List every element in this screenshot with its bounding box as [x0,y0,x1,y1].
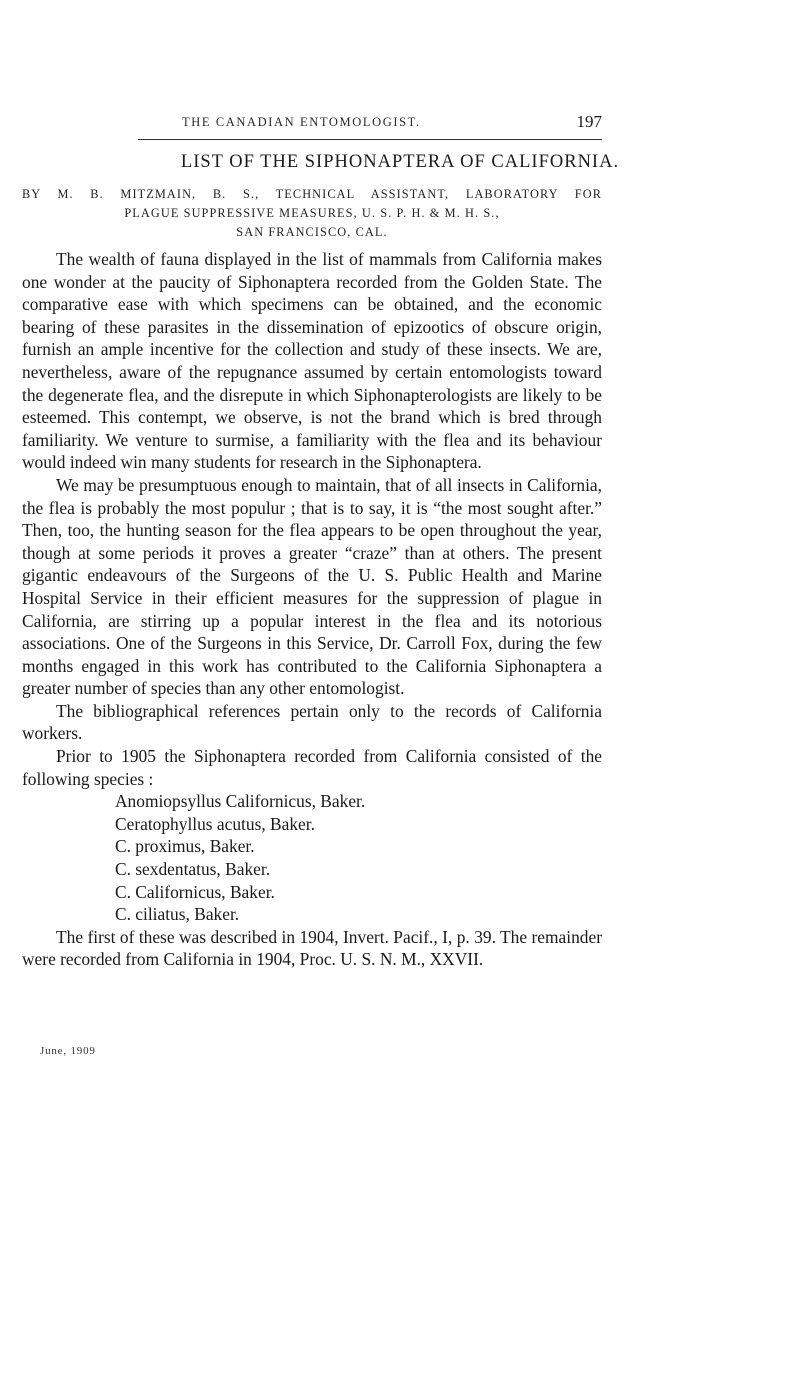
running-header [138,113,602,133]
paragraph: The bibliographical references pertain only to the records of California workers. [22,700,602,744]
byline [22,185,602,242]
species-item: C. ciliatus, Baker. [115,904,240,925]
species-list [22,790,602,926]
article-body [22,248,602,971]
byline-line: SAN FRANCISCO, CAL. [236,225,388,239]
species-item: C. sexdentatus, Baker. [115,859,271,880]
species-item: C. Californicus, Baker. [115,881,275,902]
byline-line: BY M. B. MITZMAIN, B. S., TECHNICAL ASSISTANT, LABORATORY FOR [22,187,602,201]
journal-title: THE CANADIAN ENTOMOLOGIST. [182,115,421,129]
byline-line: PLAGUE SUPPRESSIVE MEASURES, U. S. P. H. & M. H. S., [124,206,500,220]
species-item: Ceratophyllus acutus, Baker. [115,813,315,834]
species-item: C. proximus, Baker. [115,836,255,857]
article-title: LIST OF THE SIPHONAPTERA OF CALIFORNIA. [180,152,620,172]
species-item: Anomiopsyllus Californicus, Baker. [115,791,366,812]
paragraph: The wealth of fauna displayed in the list of mammals from California makes one wonder at the paucity of Siphonaptera recorded from the Golden State. The comparative ease with which specimens can be obtained, and the economic bearing of these parasites in the dissemination of epizootics of obscure origin, furnish an ample incentive for the collection and study of these insects. We are, nevertheless, aware of the repugnance assumed by certain entomologists toward the degenerate flea, and the disrepute in which Siphonapterologists are likely to be esteemed. This contempt, we observe, is not the brand which is bred through familiarity. We venture to surmise, a familiarity with the flea and its behaviour would indeed win many students for research in the Siphonaptera. [22,249,602,473]
signature-date: June, 1909 [40,1045,96,1057]
paragraph: Prior to 1905 the Siphonaptera recorded from California consisted of the following species : [22,746,602,789]
header-rule [138,139,602,140]
paragraph: We may be presumptuous enough to maintain, that of all insects in California, the flea is probably the most populur ; that is to say, it is “the most sought after.” Then, too, the hunting season for the flea appears to be open throughout the year, though at some periods it proves a greater “craze” than at others. The present gigantic endeavours of the Surgeons of the U. S. Public Health and Marine Hospital Service in their efficient measures for the suppression of plague in California, are stirring up a popular interest in the flea and its notorious associations. One of the Surgeons in this Service, Dr. Carroll Fox, during the few months engaged in this work has contributed to the California Siphonaptera a greater number of species than any other entomologist. [22,474,602,699]
page-number: 197 [576,112,602,131]
paragraph: The first of these was described in 1904, Invert. Pacif., I, p. 39. The remainder were recorded from California in 1904, Proc. U. S. N. M., XXVII. [22,926,602,970]
